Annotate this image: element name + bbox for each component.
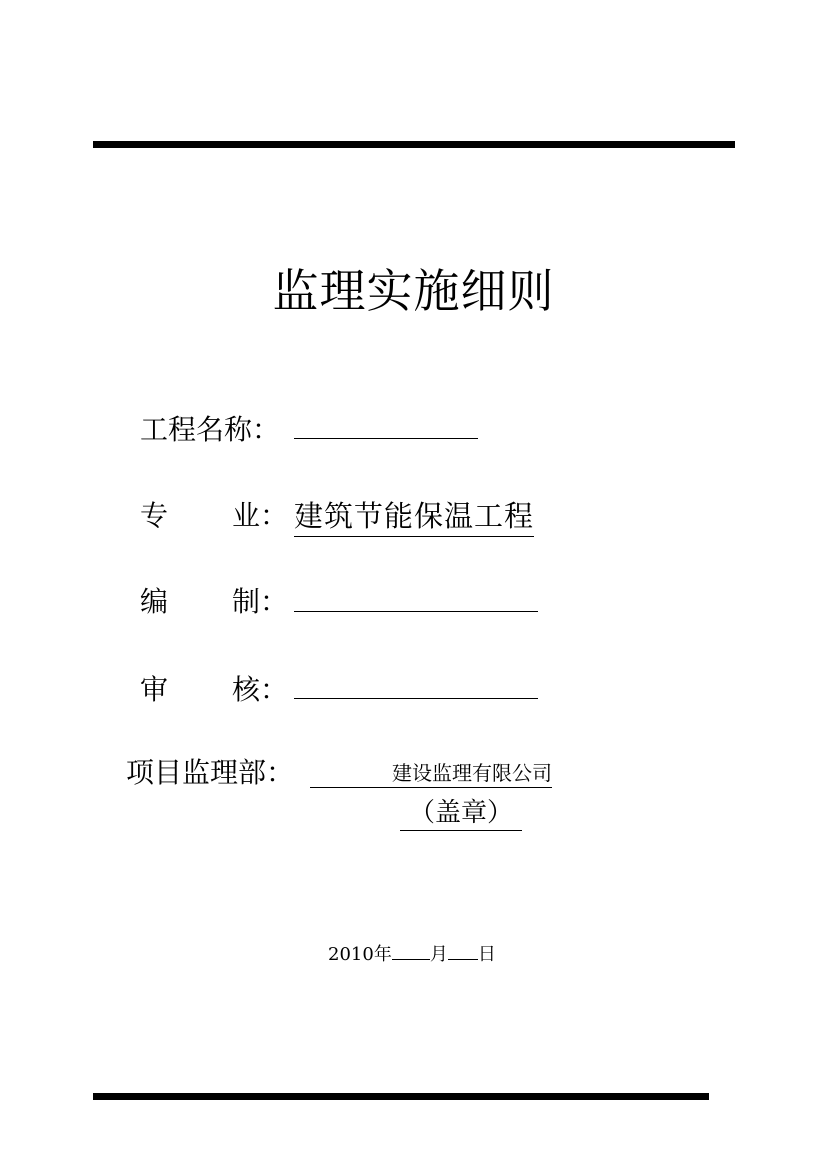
date-month-suffix: 月: [429, 944, 448, 965]
date-year: 2010: [328, 944, 374, 965]
day-blank[interactable]: [448, 945, 478, 960]
reviewer-label-second: 核：: [232, 673, 289, 706]
reviewer-label-first: 审: [140, 673, 169, 706]
reviewer-field[interactable]: [294, 698, 538, 699]
bottom-rule: [93, 1093, 709, 1100]
major-value: 建筑节能保温工程: [294, 494, 534, 537]
major-label-second: 业：: [232, 499, 289, 532]
department-label: 项目监理部：: [126, 756, 295, 789]
project-name-label: 工程名称：: [140, 413, 281, 446]
editor-label-first: 编: [140, 585, 169, 618]
month-blank[interactable]: [392, 945, 430, 960]
editor-label-second: 制：: [232, 585, 289, 618]
project-name-field[interactable]: [294, 438, 478, 439]
date-line: [328, 940, 496, 966]
date-day-suffix: 日: [477, 944, 496, 965]
date-year-suffix: 年: [373, 944, 392, 965]
seal-note: （盖章）: [400, 792, 522, 831]
editor-field[interactable]: [294, 611, 538, 612]
major-label-first: 专: [140, 499, 169, 532]
document-title: 监理实施细则: [272, 264, 555, 318]
company-value: 建设监理有限公司: [310, 757, 552, 788]
top-rule: [93, 141, 735, 148]
